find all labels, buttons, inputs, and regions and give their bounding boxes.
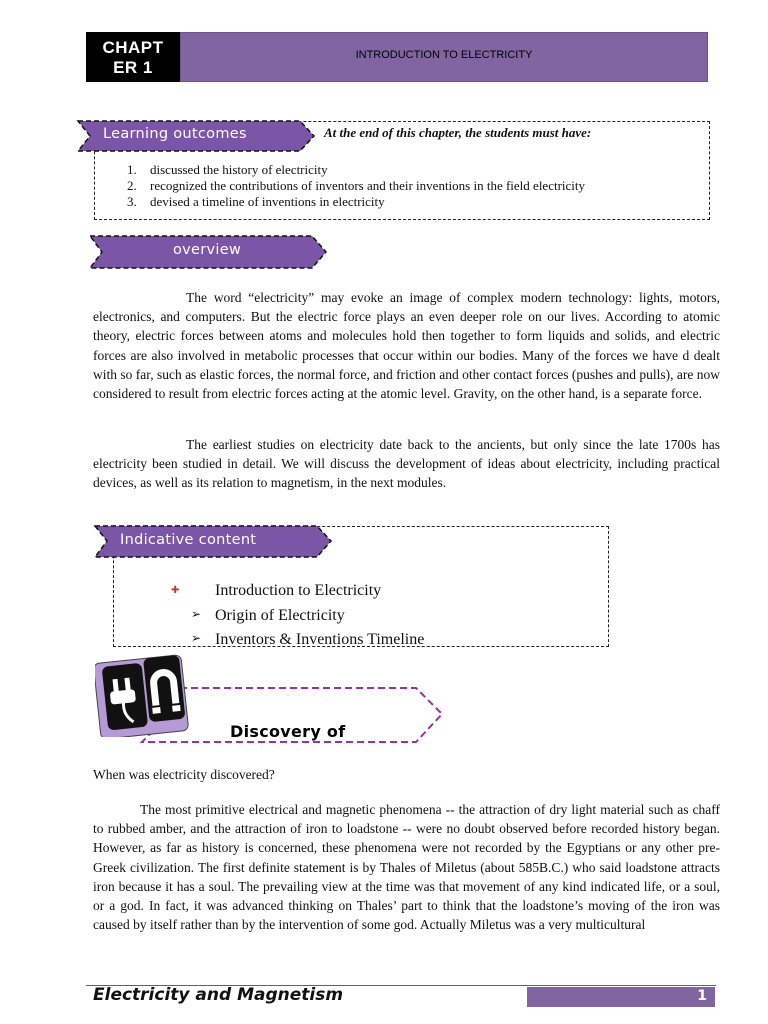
page-number: 1 <box>697 988 707 1004</box>
arrow-bullet-icon: ➢ <box>191 607 202 621</box>
discovery-paragraph: The most primitive electrical and magnetic phenomena -- the attraction of dry light material such as chaff to rubbed amber, and the attraction of iron to loadstone -- were no doubt observed before recorded history began. However, as far as history is concerned, these phenomena were not recorded by the Egyptians or any other pre-Greek civilization. The first definite statement is by Thales of Miletus (about 585B.C.) who said loadstone attracts iron because it has a soul. The prevailing view at the time was that movement of any kind indicated life, or a soul, or a god. In fact, it was advanced thinking on Thales’ part to think that the loadstone’s moving of the iron was caused by itself rather than by the intervention of some god. Actually Miletus was a very multicultural <box>93 802 720 933</box>
discovery-question: When was electricity discovered? <box>93 767 275 782</box>
learning-outcomes-label: Learning outcomes <box>103 126 247 142</box>
indicative-content-label: Indicative content <box>120 532 257 548</box>
learning-outcomes-intro: At the end of this chapter, the students must have: <box>324 125 592 140</box>
plug-magnet-icon <box>95 651 191 737</box>
bullet-cross-icon: ✚ <box>171 585 180 596</box>
learning-outcomes-banner <box>76 119 316 153</box>
footer-book-title: Electricity and Magnetism <box>93 985 344 1005</box>
chapter-badge <box>86 32 180 82</box>
indicative-content-banner <box>93 524 333 559</box>
chapter-badge-line1: CHAPT <box>102 38 164 57</box>
list-item: 3. devised a timeline of inventions in electricity <box>127 194 385 209</box>
indicative-content-list <box>113 576 609 646</box>
overview-banner <box>88 234 328 270</box>
list-item: ➢ Origin of Electricity <box>191 607 345 624</box>
arrow-bullet-icon: ➢ <box>191 631 202 645</box>
overview-label: overview <box>173 242 242 258</box>
list-item: ✚ Introduction to Electricity <box>171 582 382 599</box>
discovery-title: Discovery of <box>230 722 346 741</box>
list-item: 1. discussed the history of electricity <box>127 162 328 177</box>
learning-outcomes-list <box>127 162 586 210</box>
overview-paragraph-2: The earliest studies on electricity date back to the ancients, but only since the late 1700s has electricity been studied in detail. We will discuss the development of ideas about electricity, including practical devices, as well as its relation to magnetism, in the next modules. <box>93 437 720 491</box>
chapter-badge-line2: ER 1 <box>113 58 153 77</box>
chapter-title: INTRODUCTION TO ELECTRICITY <box>355 49 533 61</box>
list-item: 2. recognized the contributions of inventors and their inventions in the field electricity <box>127 178 586 193</box>
list-item: ➢ Inventors & Inventions Timeline <box>191 631 425 646</box>
overview-paragraph-1: The word “electricity” may evoke an image of complex modern technology: lights, motors, electronics, and computers. But the electric force plays an even deeper role on our lives. According to atomic theory, electric forces between atoms and molecules hold then together to form liquids and solids, and electric forces are also involved in metabolic processes that occur within our bodies. Many of the forces we have d dealt with so far, such as elastic forces, the normal force, and friction and other contact forces (pushes and pulls), are now considered to result from electric forces acting at the atomic level. Gravity, on the other hand, is a separate force. <box>93 290 720 402</box>
